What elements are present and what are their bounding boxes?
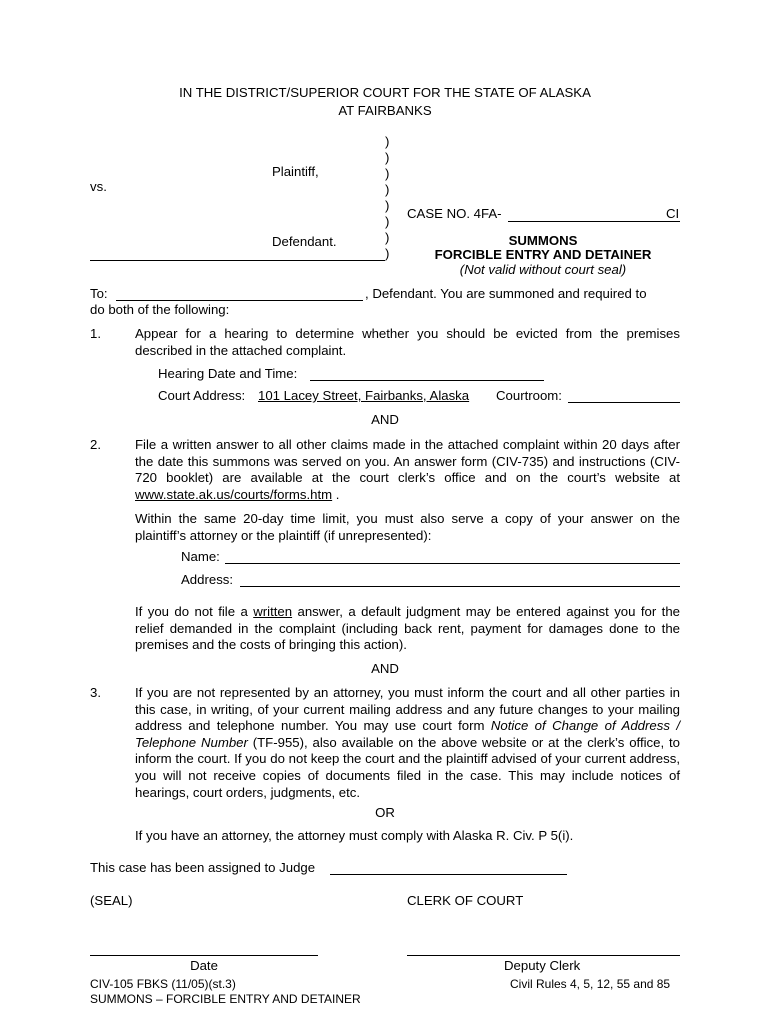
and-separator: AND	[371, 661, 399, 676]
address-change-text-end: (TF-955), also available on the above website or at the clerk’s office, to inform the court. If you do not keep the court and the plaintiff advised of your current address, you will not receive copies of documents filed in the case. This may include notices of hearings, court orders, judgments, etc.	[135, 734, 680, 800]
defendant-name-field[interactable]	[116, 300, 363, 301]
paren: )	[385, 246, 390, 261]
judge-name-field[interactable]	[330, 874, 567, 875]
paren: )	[385, 214, 390, 229]
hearing-date-label: Hearing Date and Time:	[158, 366, 298, 381]
caption-underline	[90, 260, 385, 261]
or-separator: OR	[375, 805, 395, 820]
item-number: 2.	[90, 437, 101, 452]
address-change-text: If you are not represented by an attorney, you must inform the court and all other parties in this case, in writing, of your current mailing address and any future changes to your mailing address and telephone number. You may use court form	[135, 685, 680, 734]
summons-intro: , Defendant. You are summoned and required to	[365, 286, 647, 301]
case-number-suffix: CI	[666, 206, 680, 221]
hearing-instruction: Appear for a hearing to determine whether you should be evicted from the premises described in the attached complaint.	[135, 326, 680, 358]
attorney-address-label: Address:	[181, 572, 234, 587]
default-judgment-warning	[135, 604, 680, 654]
paren: )	[385, 198, 390, 213]
court-address-value: 101 Lacey Street, Fairbanks, Alaska	[258, 388, 470, 403]
forms-website-link[interactable]: www.state.ak.us/courts/forms.htm	[135, 486, 333, 502]
civil-rules: Civil Rules 4, 5, 12, 55 and 85	[510, 977, 671, 991]
attorney-name-label: Name:	[181, 549, 220, 564]
judge-assignment-label: This case has been assigned to Judge	[90, 860, 316, 875]
plaintiff-label: Plaintiff,	[272, 164, 319, 179]
form-title: SUMMONS – FORCIBLE ENTRY AND DETAINER	[90, 992, 361, 1006]
paren: )	[385, 166, 390, 181]
court-location: AT FAIRBANKS	[338, 103, 432, 118]
summons-intro-continued: do both of the following:	[90, 302, 230, 317]
seal-label: (SEAL)	[90, 893, 133, 908]
form-id: CIV-105 FBKS (11/05)(st.3)	[90, 977, 236, 991]
document-title: SUMMONS	[508, 233, 578, 248]
default-warning-text-end: answer, a default judgment may be entered against you for the relief demanded in the complaint (including back rent, payment for damages done to the premises and the costs of bringing this action).	[135, 604, 680, 653]
date-label: Date	[190, 958, 218, 973]
deputy-clerk-signature-field[interactable]	[407, 955, 680, 956]
versus-label: vs.	[90, 179, 107, 194]
address-change-instruction	[135, 685, 680, 801]
paren: )	[385, 182, 390, 197]
defendant-label: Defendant.	[272, 234, 337, 249]
case-number-field[interactable]	[508, 221, 680, 222]
date-field[interactable]	[90, 955, 318, 956]
answer-instruction-end: .	[332, 486, 340, 502]
courtroom-field[interactable]	[568, 402, 680, 403]
change-form-name: Notice of Change of Address / Telephone Number	[135, 718, 680, 750]
case-number-label: CASE NO. 4FA-	[407, 206, 502, 221]
document-subtitle: FORCIBLE ENTRY AND DETAINER	[434, 247, 652, 262]
attorney-rule: If you have an attorney, the attorney must comply with Alaska R. Civ. P 5(i).	[135, 828, 574, 843]
item-number: 3.	[90, 685, 101, 700]
clerk-label: CLERK OF COURT	[407, 893, 524, 908]
hearing-date-field[interactable]	[310, 380, 544, 381]
courtroom-label: Courtroom:	[496, 388, 562, 403]
attorney-name-field[interactable]	[225, 563, 680, 564]
default-warning-text: If you do not file a	[135, 604, 254, 619]
serve-instruction: Within the same 20-day time limit, you must also serve a copy of your answer on the plaintiff’s attorney or the plaintiff (if unrepresented):	[135, 511, 680, 543]
answer-instruction-text: File a written answer to all other claims made in the attached complaint within 20 days after the date this summons was served on you. An answer form (CIV-735) and instructions (CIV-720 booklet) are available at the court clerk’s office and on the court’s website at	[135, 437, 680, 486]
written-emphasis: written	[253, 604, 293, 619]
court-heading: IN THE DISTRICT/SUPERIOR COURT FOR THE STATE OF ALASKA	[179, 85, 591, 100]
and-separator: AND	[371, 412, 399, 427]
to-label: To:	[90, 286, 108, 301]
court-address-label: Court Address:	[158, 388, 246, 403]
paren: )	[385, 230, 390, 245]
attorney-address-field[interactable]	[240, 586, 680, 587]
item-number: 1.	[90, 326, 101, 341]
paren: )	[385, 150, 390, 165]
answer-instruction	[135, 437, 680, 503]
seal-notice: (Not valid without court seal)	[459, 262, 627, 277]
paren: )	[385, 134, 390, 149]
deputy-clerk-label: Deputy Clerk	[504, 958, 581, 973]
